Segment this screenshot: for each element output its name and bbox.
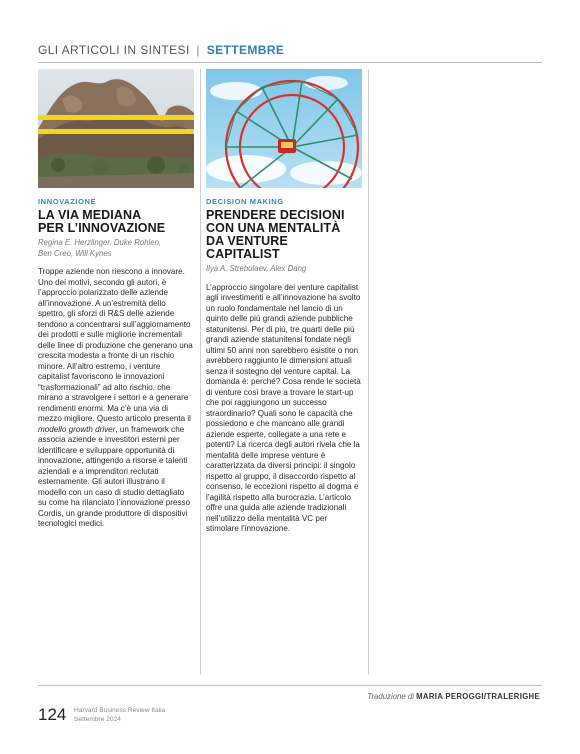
page-number: 124	[38, 705, 67, 724]
article-innovazione	[38, 69, 194, 530]
article-authors: Regina E. Herzlinger, Duke Rohlen, Ben Creo, Will Kynes	[38, 238, 162, 258]
article-category: DECISION MAKING	[206, 197, 284, 206]
credit-name: MARIA PEROGGI/TRALERIGHE	[416, 692, 540, 701]
column-divider	[200, 69, 201, 675]
article-category: INNOVAZIONE	[38, 197, 97, 206]
abstract-text: , un framework che associa aziende e investitori esterni per identificare e sviluppare opportunità di innovazione, attingendo a risorse e talenti aziendali e a imprenditori reclutati esternamente. Gli autori illustrano il modello con un caso di studio dettagliato su come ha rilanciato l’innovazione presso Cordis, un grande produttore di dispositivi tecnologici medici.	[38, 424, 191, 528]
article-abstract	[38, 267, 194, 530]
abstract-text: Troppe aziende non riescono a innovare. Uno dei motivi, secondo gli autori, è l’approccio polarizzato delle aziende all’innovazione. A un’estremità dello spettro, gli sforzi di R&S delle aziende tendono a concentrarsi sull’aggiornamento dei prodotti e sulle migliorie incrementali delle linee di produzione che generano una crescita modesta a fronte di un rischio minore. All’altro estremo, i venture capitalist favoriscono le innovazioni “trasformazionali” ad alto rischio, che mirano a stravolgere i settori e a generare rendimenti enormi. Ma c’è una via di mezzo migliore. Questo articolo presenta il	[38, 267, 193, 423]
header-rule	[38, 62, 542, 63]
article-title: LA VIA MEDIANA PER L’INNOVAZIONE	[38, 208, 166, 235]
article-authors: Ilya A. Strebulaev, Alex Dang	[206, 264, 307, 273]
ferris-wheel-photo	[206, 69, 362, 188]
publication-info: Harvard Business Review Italia Settembre 2024	[74, 707, 166, 723]
abstract-emphasis: modello growth driver	[38, 424, 116, 434]
translation-credit	[367, 692, 540, 701]
article-abstract: L’approccio singolare dei venture capitalist agli investimenti e all’innovazione ha svolto un ruolo fondamentale nel lancio di un quinto delle più grandi aziende pubbliche statunitensi. Per di più, tre quarti delle più grandi aziende statunitensi fondate negli ultimi 50 anni non sarebbero esistite o non avrebbero raggiunto le dimensioni attuali senza il sostegno del venture capital. La domanda è: perché? Cosa rende le società di venture così brave a trovare le start-up che poi raggiungono un successo straordinario? Quali sono le capacità che possiedono e che mancano alle grandi aziende esperte, collegate a una rete e potenti? La ricerca degli autori rivela che la mentalità delle imprese venture è caratterizzata da diversi principi: il singolo rispetto al gruppo, il disaccordo rispetto al consenso, le eccezioni rispetto al dogma e l’agilità rispetto alla burocrazia. L’articolo offre una guida alle aziende tradizionali nell’utilizzo della mentalità VC per stimolare l’innovazione.	[206, 282, 361, 533]
article-title: PRENDERE DECISIONI CON UNA MENTALITÀ DA VENTURE CAPITALIST	[206, 208, 345, 261]
section-month: SETTEMBRE	[206, 43, 285, 57]
section-title: GLI ARTICOLI IN SINTESI	[38, 43, 190, 57]
section-header	[38, 43, 284, 57]
credit-prefix: Traduzione di	[367, 692, 414, 701]
header-separator: |	[196, 43, 200, 57]
article-decision-making	[206, 69, 362, 535]
column-divider	[368, 69, 369, 675]
footer-rule	[38, 685, 542, 686]
rocks-photo	[38, 69, 194, 188]
